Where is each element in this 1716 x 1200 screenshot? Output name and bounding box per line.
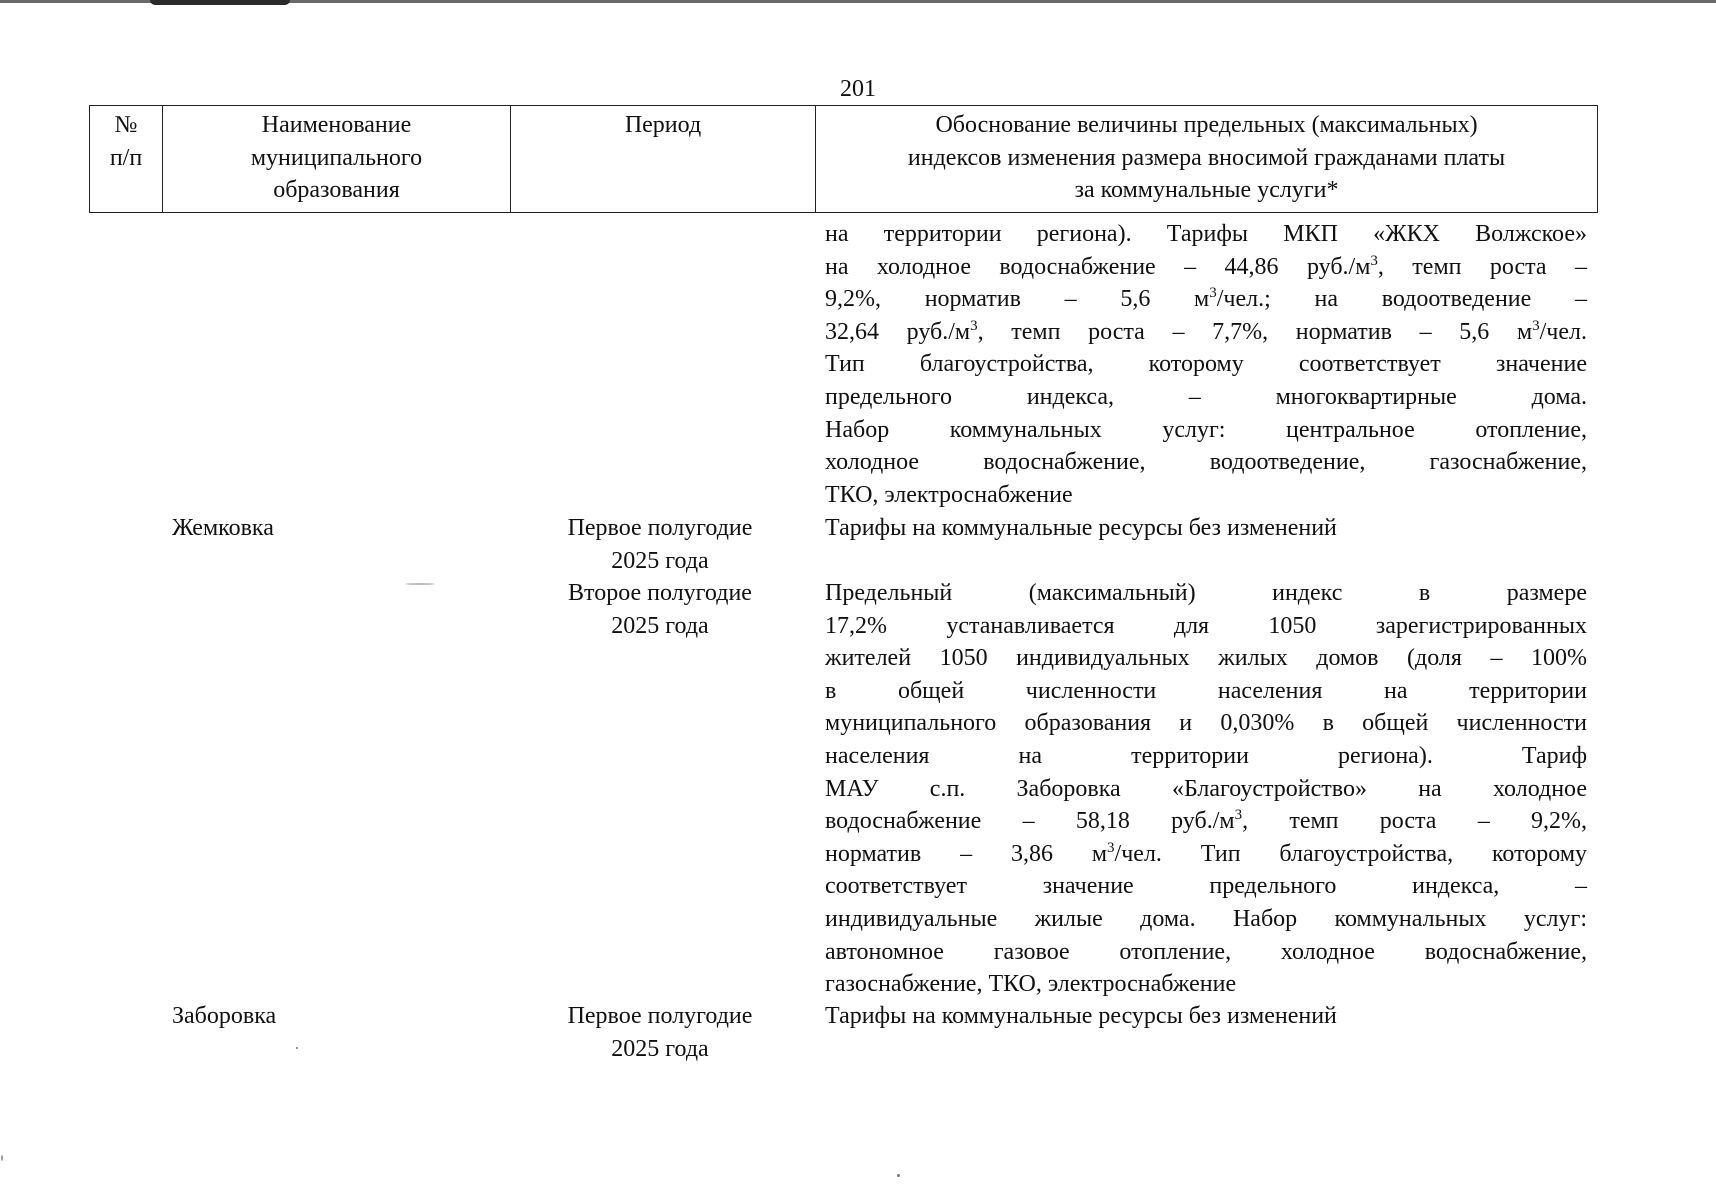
justification-line: Набор коммунальных услуг: центральное отопление, bbox=[825, 416, 1587, 443]
header-text-line: образования bbox=[273, 177, 400, 204]
header-text-line: Период bbox=[624, 112, 702, 138]
period-line: 2025 года bbox=[611, 612, 709, 639]
period-line: Первое полугодие bbox=[567, 515, 753, 541]
justification-line: в общей численности населения на территории bbox=[825, 677, 1587, 704]
justification-line: норматив – 3,86 $м^3$/чел. Тип благоустройства, которому bbox=[825, 839, 1587, 867]
header-name-col bbox=[162, 106, 510, 212]
header-text-line: индексов изменения размера вносимой гражданами платы bbox=[907, 144, 1506, 171]
scan-speck bbox=[405, 583, 435, 585]
justification-line: на холодное водоснабжение – 44,86 $руб./м^3$, темп роста – bbox=[825, 252, 1587, 280]
justification-line: МАУ с.п. Заборовка «Благоустройство» на холодное bbox=[825, 775, 1587, 802]
header-text-line: п/п bbox=[109, 144, 143, 171]
page-number: 201 bbox=[840, 76, 876, 102]
justification-line: 17,2% устанавливается для 1050 зарегистрированных bbox=[825, 612, 1587, 639]
header-text-line: № bbox=[114, 112, 138, 138]
period-line: 2025 года bbox=[611, 1035, 709, 1062]
header-number-col bbox=[90, 106, 162, 212]
justification-line: холодное водоснабжение, водоотведение, газоснабжение, bbox=[825, 449, 1587, 476]
justification-line: жителей 1050 индивидуальных жилых домов (доля – 100% bbox=[825, 645, 1587, 672]
scan-speck bbox=[296, 1047, 298, 1049]
municipality-name: Жемковка bbox=[172, 515, 274, 541]
justification-continuation bbox=[825, 218, 1587, 511]
period-line: 2025 года bbox=[611, 547, 709, 574]
justification-line: 9,2%, норматив – 5,6 $м^3$/чел.; на водоотведение – bbox=[825, 285, 1587, 313]
period-line: Первое полугодие bbox=[567, 1003, 753, 1029]
justification-line: населения на территории региона). Тариф bbox=[825, 742, 1587, 769]
justification-line: Тарифы на коммунальные ресурсы без изменений bbox=[825, 515, 1337, 541]
justification-line: на территории региона). Тарифы МКП «ЖКХ Волжское» bbox=[825, 221, 1587, 247]
scan-speck bbox=[897, 1174, 900, 1177]
justification-line: Предельный (максимальный) индекс в размере bbox=[825, 580, 1587, 606]
municipality-name: Заборовка bbox=[172, 1003, 277, 1029]
scan-speck bbox=[1, 1155, 3, 1161]
period-line: Второе полугодие bbox=[568, 580, 752, 606]
justification-line: индивидуальные жилые дома. Набор коммунальных услуг: bbox=[825, 905, 1587, 932]
justification-cell bbox=[825, 577, 1587, 1001]
table-header bbox=[89, 105, 1598, 213]
justification-line: предельного индекса, – многоквартирные дома. bbox=[825, 383, 1587, 410]
justification-line: водоснабжение – 58,18 $руб./м^3$, темп роста – 9,2%, bbox=[825, 807, 1587, 835]
header-text-line: Наименование bbox=[261, 112, 412, 138]
justification-line: муниципального образования и 0,030% в общей численности bbox=[825, 710, 1587, 737]
scan-edge-blot bbox=[150, 0, 290, 5]
justification-cell bbox=[825, 512, 1587, 545]
justification-line: соответствует значение предельного индекса, – bbox=[825, 873, 1587, 900]
justification-line: автономное газовое отопление, холодное водоснабжение, bbox=[825, 938, 1587, 965]
justification-line: Тип благоустройства, которому соответствует значение bbox=[825, 351, 1587, 378]
header-text-line: за коммунальные услуги* bbox=[1074, 177, 1339, 204]
justification-line: 32,64 $руб./м^3$, темп роста – 7,7%, норматив – 5,6 $м^3$/чел. bbox=[825, 317, 1588, 345]
header-justification-col bbox=[815, 106, 1597, 212]
justification-line: Тарифы на коммунальные ресурсы без изменений bbox=[825, 1003, 1337, 1029]
header-period-col bbox=[510, 106, 815, 212]
period-cell bbox=[530, 512, 790, 577]
header-text-line: муниципального bbox=[250, 144, 423, 171]
period-cell bbox=[530, 1000, 790, 1065]
justification-cell bbox=[825, 1000, 1587, 1033]
justification-line: газоснабжение, ТКО, электроснабжение bbox=[825, 971, 1237, 998]
period-cell bbox=[530, 577, 790, 642]
header-text-line: Обоснование величины предельных (максимальных) bbox=[935, 112, 1478, 138]
justification-line: ТКО, электроснабжение bbox=[825, 481, 1073, 508]
